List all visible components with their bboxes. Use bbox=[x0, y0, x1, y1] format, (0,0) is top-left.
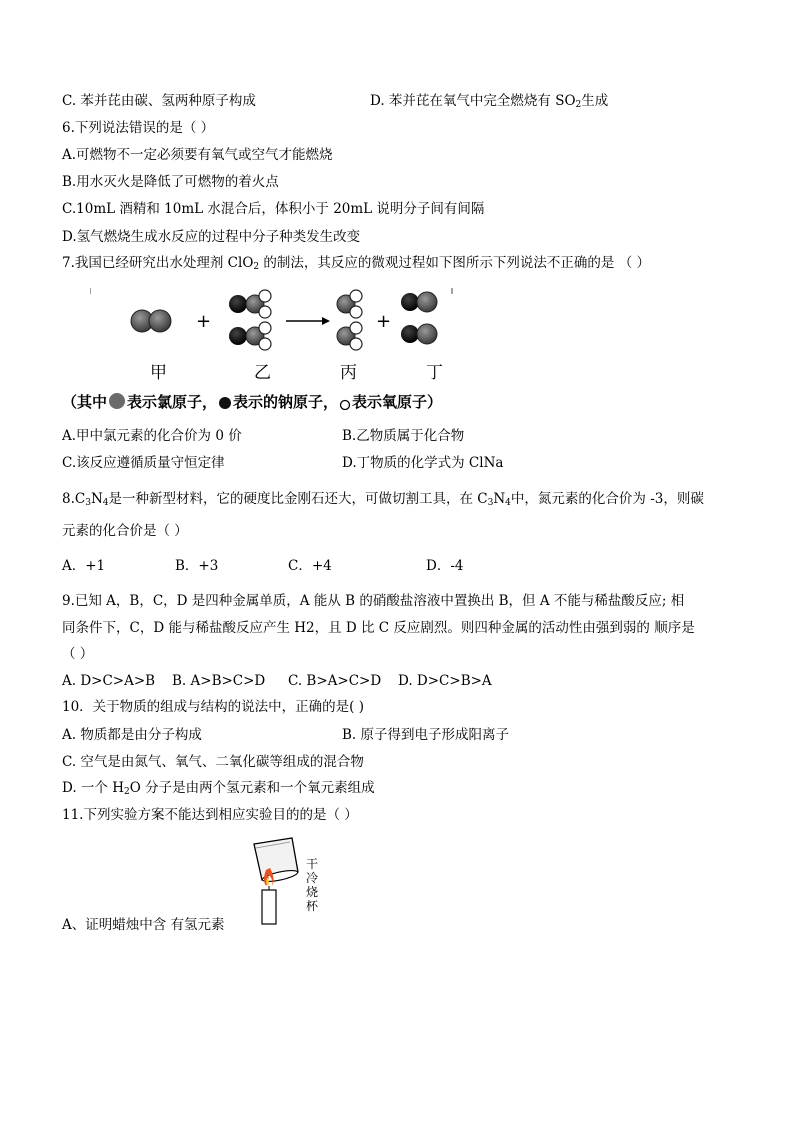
q7-option-b: B.乙物质属于化合物 bbox=[342, 428, 465, 444]
q10-stem: 10．关于物质的组成与结构的说法中，正确的是( ) bbox=[62, 699, 365, 715]
q11-option-a: A、证明蜡烛中含 有氢元素 bbox=[62, 917, 225, 933]
q9-option-c: C. B>A>C>D bbox=[288, 673, 382, 689]
q8-option-a: A．+1 bbox=[62, 558, 106, 574]
q10-option-d: D. 一个 $H_2O$ 分子是由两个氢元素和一个氧元素组成 bbox=[62, 780, 375, 797]
q6-option-b: B.用水灭火是降低了可燃物的着火点 bbox=[62, 174, 279, 190]
candle-icon bbox=[262, 886, 276, 924]
q9-option-a: A. D>C>A>B bbox=[62, 673, 156, 689]
label-yi: 乙 bbox=[254, 363, 271, 383]
plus-sign-1: + bbox=[196, 311, 212, 332]
q5-option-c: C. 苯并芘由碳、氢两种原子构成 bbox=[62, 93, 256, 109]
sodium-atom-icon bbox=[217, 394, 233, 410]
q11-stem: 11.下列实验方案不能达到相应实验目的的是（ ） bbox=[62, 807, 358, 823]
molecule-jia bbox=[131, 310, 171, 332]
q9-stem-line3: （ ） bbox=[62, 646, 94, 662]
q8-stem-line2: 元素的化合价是（ ） bbox=[62, 523, 188, 539]
molecule-ding bbox=[401, 292, 437, 344]
q6-option-a: A.可燃物不一定必须要有氧气或空气才能燃烧 bbox=[62, 147, 333, 163]
q7-option-d: D.丁物质的化学式为 ClNa bbox=[342, 455, 504, 471]
label-bing: 丙 bbox=[340, 363, 357, 383]
q6-option-d: D.氢气燃烧生成水反应的过程中分子种类发生改变 bbox=[62, 229, 361, 245]
label-ding: 丁 bbox=[426, 363, 443, 383]
chlorine-atom-icon bbox=[107, 392, 127, 410]
candle-beaker-figure bbox=[240, 830, 310, 930]
q8-option-d: D．-4 bbox=[426, 558, 464, 574]
q7-legend: （其中 表示氯原子， 表示的钠原子， 表示氧原子） bbox=[62, 393, 443, 411]
q7-option-a: A.甲中氯元素的化合价为 0 价 bbox=[62, 428, 242, 444]
q9-stem-line2: 同条件下，C，D 能与稀盐酸反应产生 H2，且 D 比 C 反应剧烈。则四种金属的活动性由强到弱的 顺序是 bbox=[62, 620, 695, 636]
q6-option-c: C.10mL 酒精和 10mL 水混合后，体积小于 20mL 说明分子间有间隔 bbox=[62, 201, 485, 217]
label-jia: 甲 bbox=[150, 363, 167, 383]
beaker-label: 干冷烧杯 bbox=[306, 857, 319, 913]
q5-option-d: D. 苯并芘在氧气中完全燃烧有 $SO_2$生成 bbox=[370, 93, 609, 110]
q8-option-c: C．+4 bbox=[288, 558, 332, 574]
q10-option-b: B. 原子得到电子形成阳离子 bbox=[342, 727, 510, 743]
oxygen-atom-icon bbox=[338, 396, 352, 410]
q10-option-a: A. 物质都是由分子构成 bbox=[62, 727, 202, 743]
reaction-arrow bbox=[286, 317, 330, 325]
plus-sign-2: + bbox=[376, 311, 392, 332]
molecule-bing bbox=[337, 290, 362, 350]
q8-stem-line1: $8.C_3N_4$是一种新型材料，它的硬度比金刚石还大，可做切割工具，在 $C_3N_4$中，氮元素的化合价为 -3，则碳 bbox=[62, 491, 704, 508]
reaction-diagram bbox=[90, 282, 470, 392]
q6-stem: 6.下列说法错误的是（ ） bbox=[62, 120, 215, 136]
q9-stem-line1: 9.已知 A，B，C，D 是四种金属单质，A 能从 B 的硝酸盐溶液中置换出 B，但 A 不能与稀盐酸反应; 相 bbox=[62, 593, 685, 609]
q9-option-b: B. A>B>C>D bbox=[172, 673, 266, 689]
q9-option-d: D. D>C>B>A bbox=[398, 673, 492, 689]
q10-option-c: C. 空气是由氮气、氧气、二氧化碳等组成的混合物 bbox=[62, 754, 364, 770]
q7-stem: 7.我国已经研究出水处理剂 ClO$_2$ 的制法，其反应的微观过程如下图所示下列说法不正确的是 （ ） bbox=[62, 255, 650, 272]
q7-option-c: C.该反应遵循质量守恒定律 bbox=[62, 455, 225, 471]
molecule-yi bbox=[229, 290, 271, 350]
beaker-icon bbox=[254, 838, 298, 884]
q8-option-b: B．+3 bbox=[175, 558, 219, 574]
